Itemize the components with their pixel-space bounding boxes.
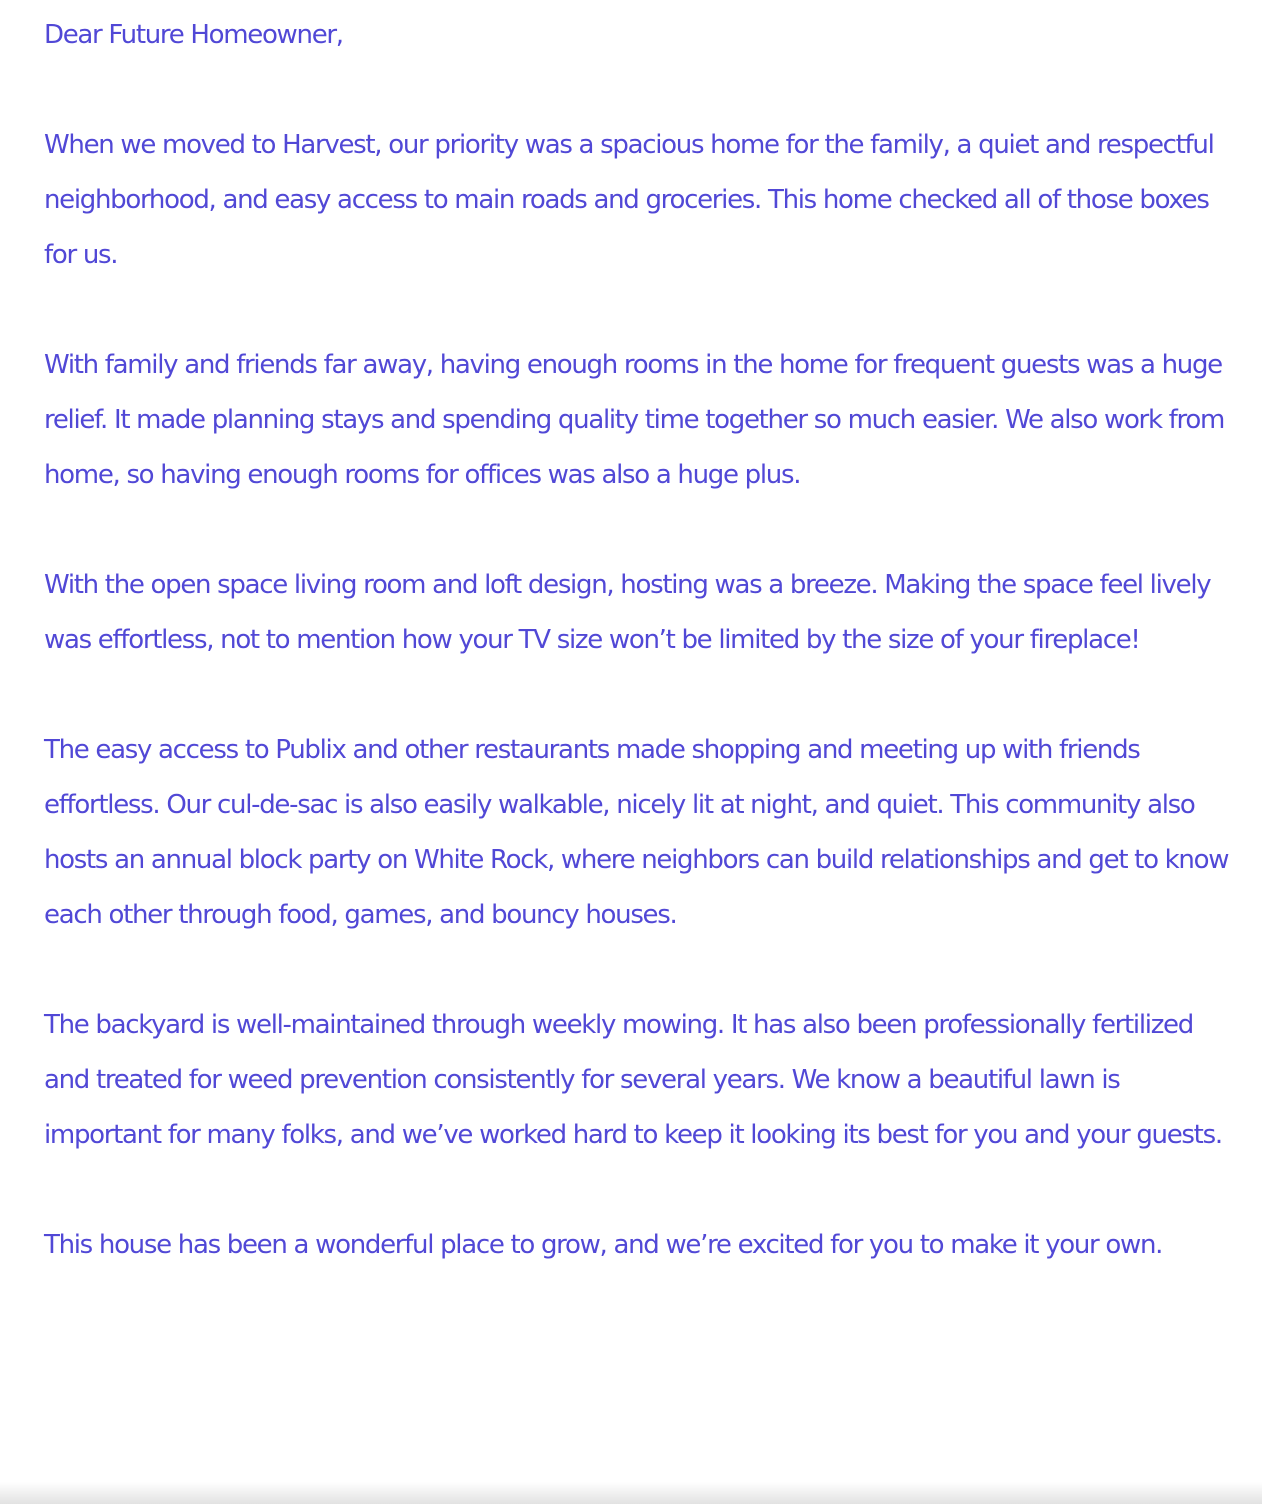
letter-paragraph: The easy access to Publix and other restaurants made shopping and meeting up with friends effortless. Our cul-de-sac is also easily walkable, nicely lit at night, and quiet. This community also hosts an annual block party on White Rock, where neighbors can build relationships and get to know each other through food, games, and bouncy houses.: [44, 735, 1229, 930]
letter-paragraph: With the open space living room and loft design, hosting was a breeze. Making the space feel lively was effortless, not to mention how your TV size won’t be limited by the size of your fireplace!: [44, 570, 1211, 655]
letter-paragraph: This house has been a wonderful place to grow, and we’re excited for you to make it your own.: [44, 1230, 1163, 1260]
letter-paragraph: When we moved to Harvest, our priority was a spacious home for the family, a quiet and respectful neighborhood, and easy access to main roads and groceries. This home checked all of those boxes for us.: [44, 130, 1214, 270]
letter-paragraph: With family and friends far away, having enough rooms in the home for frequent guests was a huge relief. It made planning stays and spending quality time together so much easier. We also work from home, so having enough rooms for offices was also a huge plus.: [44, 350, 1224, 490]
letter-body: [44, 8, 1234, 1273]
letter-greeting: Dear Future Homeowner,: [44, 20, 343, 50]
bottom-scroll-shadow: [0, 1482, 1262, 1504]
letter-paragraph: The backyard is well-maintained through weekly mowing. It has also been professionally fertilized and treated for weed prevention consistently for several years. We know a beautiful lawn is important for many folks, and we’ve worked hard to keep it looking its best for you and your guests.: [44, 1010, 1222, 1150]
